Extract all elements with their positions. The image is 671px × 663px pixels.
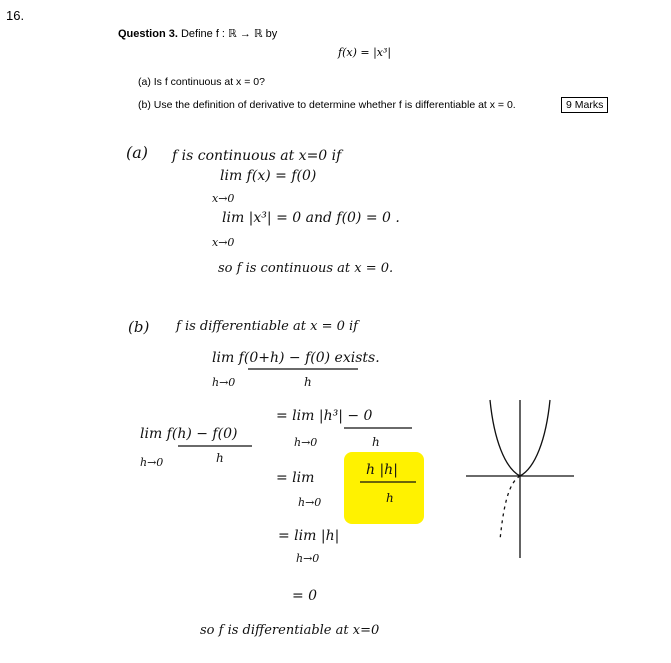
hw-b-eq3: = lim |h| [278, 528, 340, 544]
question-number: 16. [6, 8, 25, 23]
hw-b-lhs: lim f(h) − f(0) [140, 426, 238, 442]
hw-b-line2-sub: h→0 [212, 376, 236, 389]
part-b-prompt: (b) Use the definition of derivative to determine whether f is differentiable at x = 0. [138, 99, 516, 111]
hw-b-eq1-sub: h→0 [294, 436, 318, 449]
hw-a-line3: lim |x³| = 0 and f(0) = 0 . [222, 210, 400, 226]
hw-a-line3-sub: x→0 [212, 236, 235, 249]
hw-a-line1: f is continuous at x=0 if [172, 148, 342, 164]
hw-b-line2: lim f(0+h) − f(0) exists. [212, 350, 380, 366]
hw-a-line4: so f is continuous at x = 0. [218, 261, 394, 276]
hw-b-eq2-den: h [386, 491, 394, 505]
hw-a-line2-sub: x→0 [212, 192, 235, 205]
hw-b-eq1: = lim |h³| − 0 [276, 408, 373, 424]
hw-b-line1: f is differentiable at x = 0 if [176, 319, 358, 334]
hw-b-label: (b) [128, 318, 150, 336]
function-formula: f(x) = |x³| [338, 46, 392, 59]
hw-a-label: (a) [126, 143, 149, 162]
question-definition: Define f : ℝ → ℝ by [180, 28, 278, 40]
hw-a-line2: lim f(x) = f(0) [220, 168, 317, 184]
hw-b-eq1-den: h [372, 435, 380, 449]
question-label: Question 3. [118, 28, 178, 40]
hw-b-eq2-num: h |h| [366, 462, 398, 478]
marks-box: 9 Marks [561, 97, 608, 113]
hw-b-lhs-sub: h→0 [140, 456, 164, 469]
curve-x-cubed-dashed [500, 476, 520, 540]
hw-b-eq4: = 0 [292, 588, 318, 604]
hw-b-eq3-sub: h→0 [296, 552, 320, 565]
hw-b-lhs-den: h [216, 451, 224, 465]
graph-sketch [466, 400, 574, 558]
hw-conclusion: so f is differentiable at x=0 [200, 623, 380, 638]
hw-b-eq2-sub: h→0 [298, 496, 322, 509]
part-a-prompt: (a) Is f continuous at x = 0? [138, 76, 265, 88]
hw-b-eq2: = lim [276, 470, 315, 486]
hw-b-line2-den: h [304, 375, 312, 389]
